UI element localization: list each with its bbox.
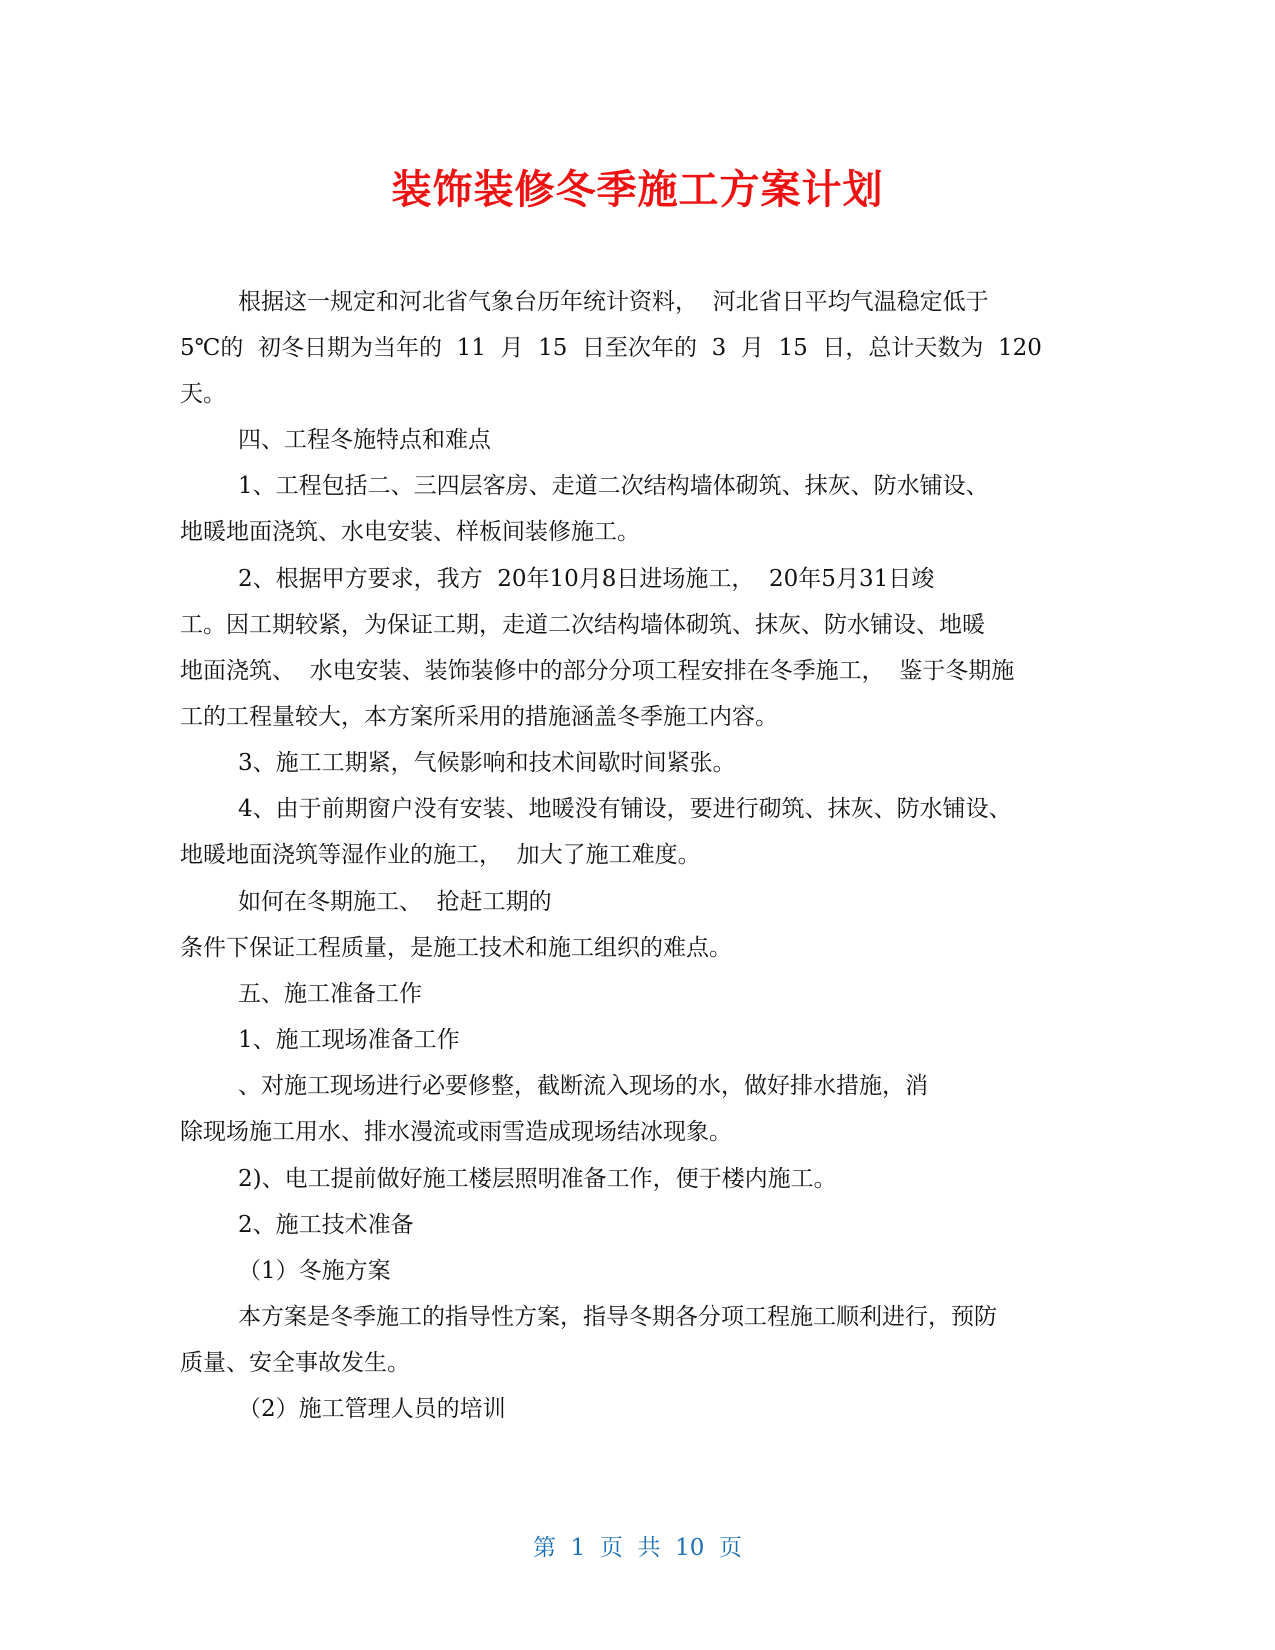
paragraph-line: 地暖地面浇筑、水电安装、样板间装修施工。 — [180, 519, 640, 545]
subsection-heading: （2）施工管理人员的培训 — [238, 1396, 506, 1422]
paragraph-line: 本方案是冬季施工的指导性方案，指导冬期各分项工程施工顺利进行，预防 — [238, 1304, 997, 1330]
paragraph-line: 工的工程量较大，本方案所采用的措施涵盖冬季施工内容。 — [180, 704, 778, 730]
paragraph-line: 地面浇筑、 水电安装、装饰装修中的部分分项工程安排在冬季施工， 鉴于冬期施 — [180, 658, 1015, 684]
paragraph-line: 3、施工工期紧，气候影响和技术间歇时间紧张。 — [238, 750, 736, 776]
paragraph-line: 条件下保证工程质量，是施工技术和施工组织的难点。 — [180, 935, 732, 961]
page-number-footer: 第 1 页 共 10 页 — [532, 1535, 742, 1561]
subsection-heading: 2、施工技术准备 — [238, 1212, 414, 1238]
section-heading: 四、工程冬施特点和难点 — [238, 427, 491, 453]
paragraph-line: 5℃的 初冬日期为当年的 11 月 15 日至次年的 3 月 15 日，总计天数为 120 — [180, 335, 1042, 361]
paragraph-line: 天。 — [180, 381, 226, 407]
paragraph-line: 1、工程包括二、三四层客房、走道二次结构墙体砌筑、抹灰、防水铺设、 — [238, 473, 989, 499]
paragraph-line: 质量、安全事故发生。 — [180, 1350, 410, 1376]
section-heading: 五、施工准备工作 — [238, 981, 422, 1007]
paragraph-line: 2、根据甲方要求，我方 20年10月8日进场施工， 20年5月31日竣 — [238, 566, 935, 592]
paragraph-line: 如何在冬期施工、 抢赶工期的 — [238, 889, 552, 915]
paragraph-line: 工。因工期较紧，为保证工期，走道二次结构墙体砌筑、抹灰、防水铺设、地暖 — [180, 612, 985, 638]
paragraph-line: 4、由于前期窗户没有安装、地暖没有铺设，要进行砌筑、抹灰、防水铺设、 — [238, 796, 1012, 822]
paragraph-line: 2)、电工提前做好施工楼层照明准备工作，便于楼内施工。 — [238, 1166, 837, 1192]
paragraph-line: 地暖地面浇筑等湿作业的施工， 加大了施工难度。 — [180, 842, 701, 868]
subsection-heading: 1、施工现场准备工作 — [238, 1027, 460, 1053]
paragraph-line: 根据这一规定和河北省气象台历年统计资料， 河北省日平均气温稳定低于 — [238, 289, 989, 315]
paragraph-line: 除现场施工用水、排水漫流或雨雪造成现场结冰现象。 — [180, 1119, 732, 1145]
paragraph-line: 、对施工现场进行必要修整，截断流入现场的水，做好排水措施，消 — [238, 1073, 928, 1099]
document-title: 装饰装修冬季施工方案计划 — [391, 167, 884, 213]
subsection-heading: （1）冬施方案 — [238, 1258, 391, 1284]
